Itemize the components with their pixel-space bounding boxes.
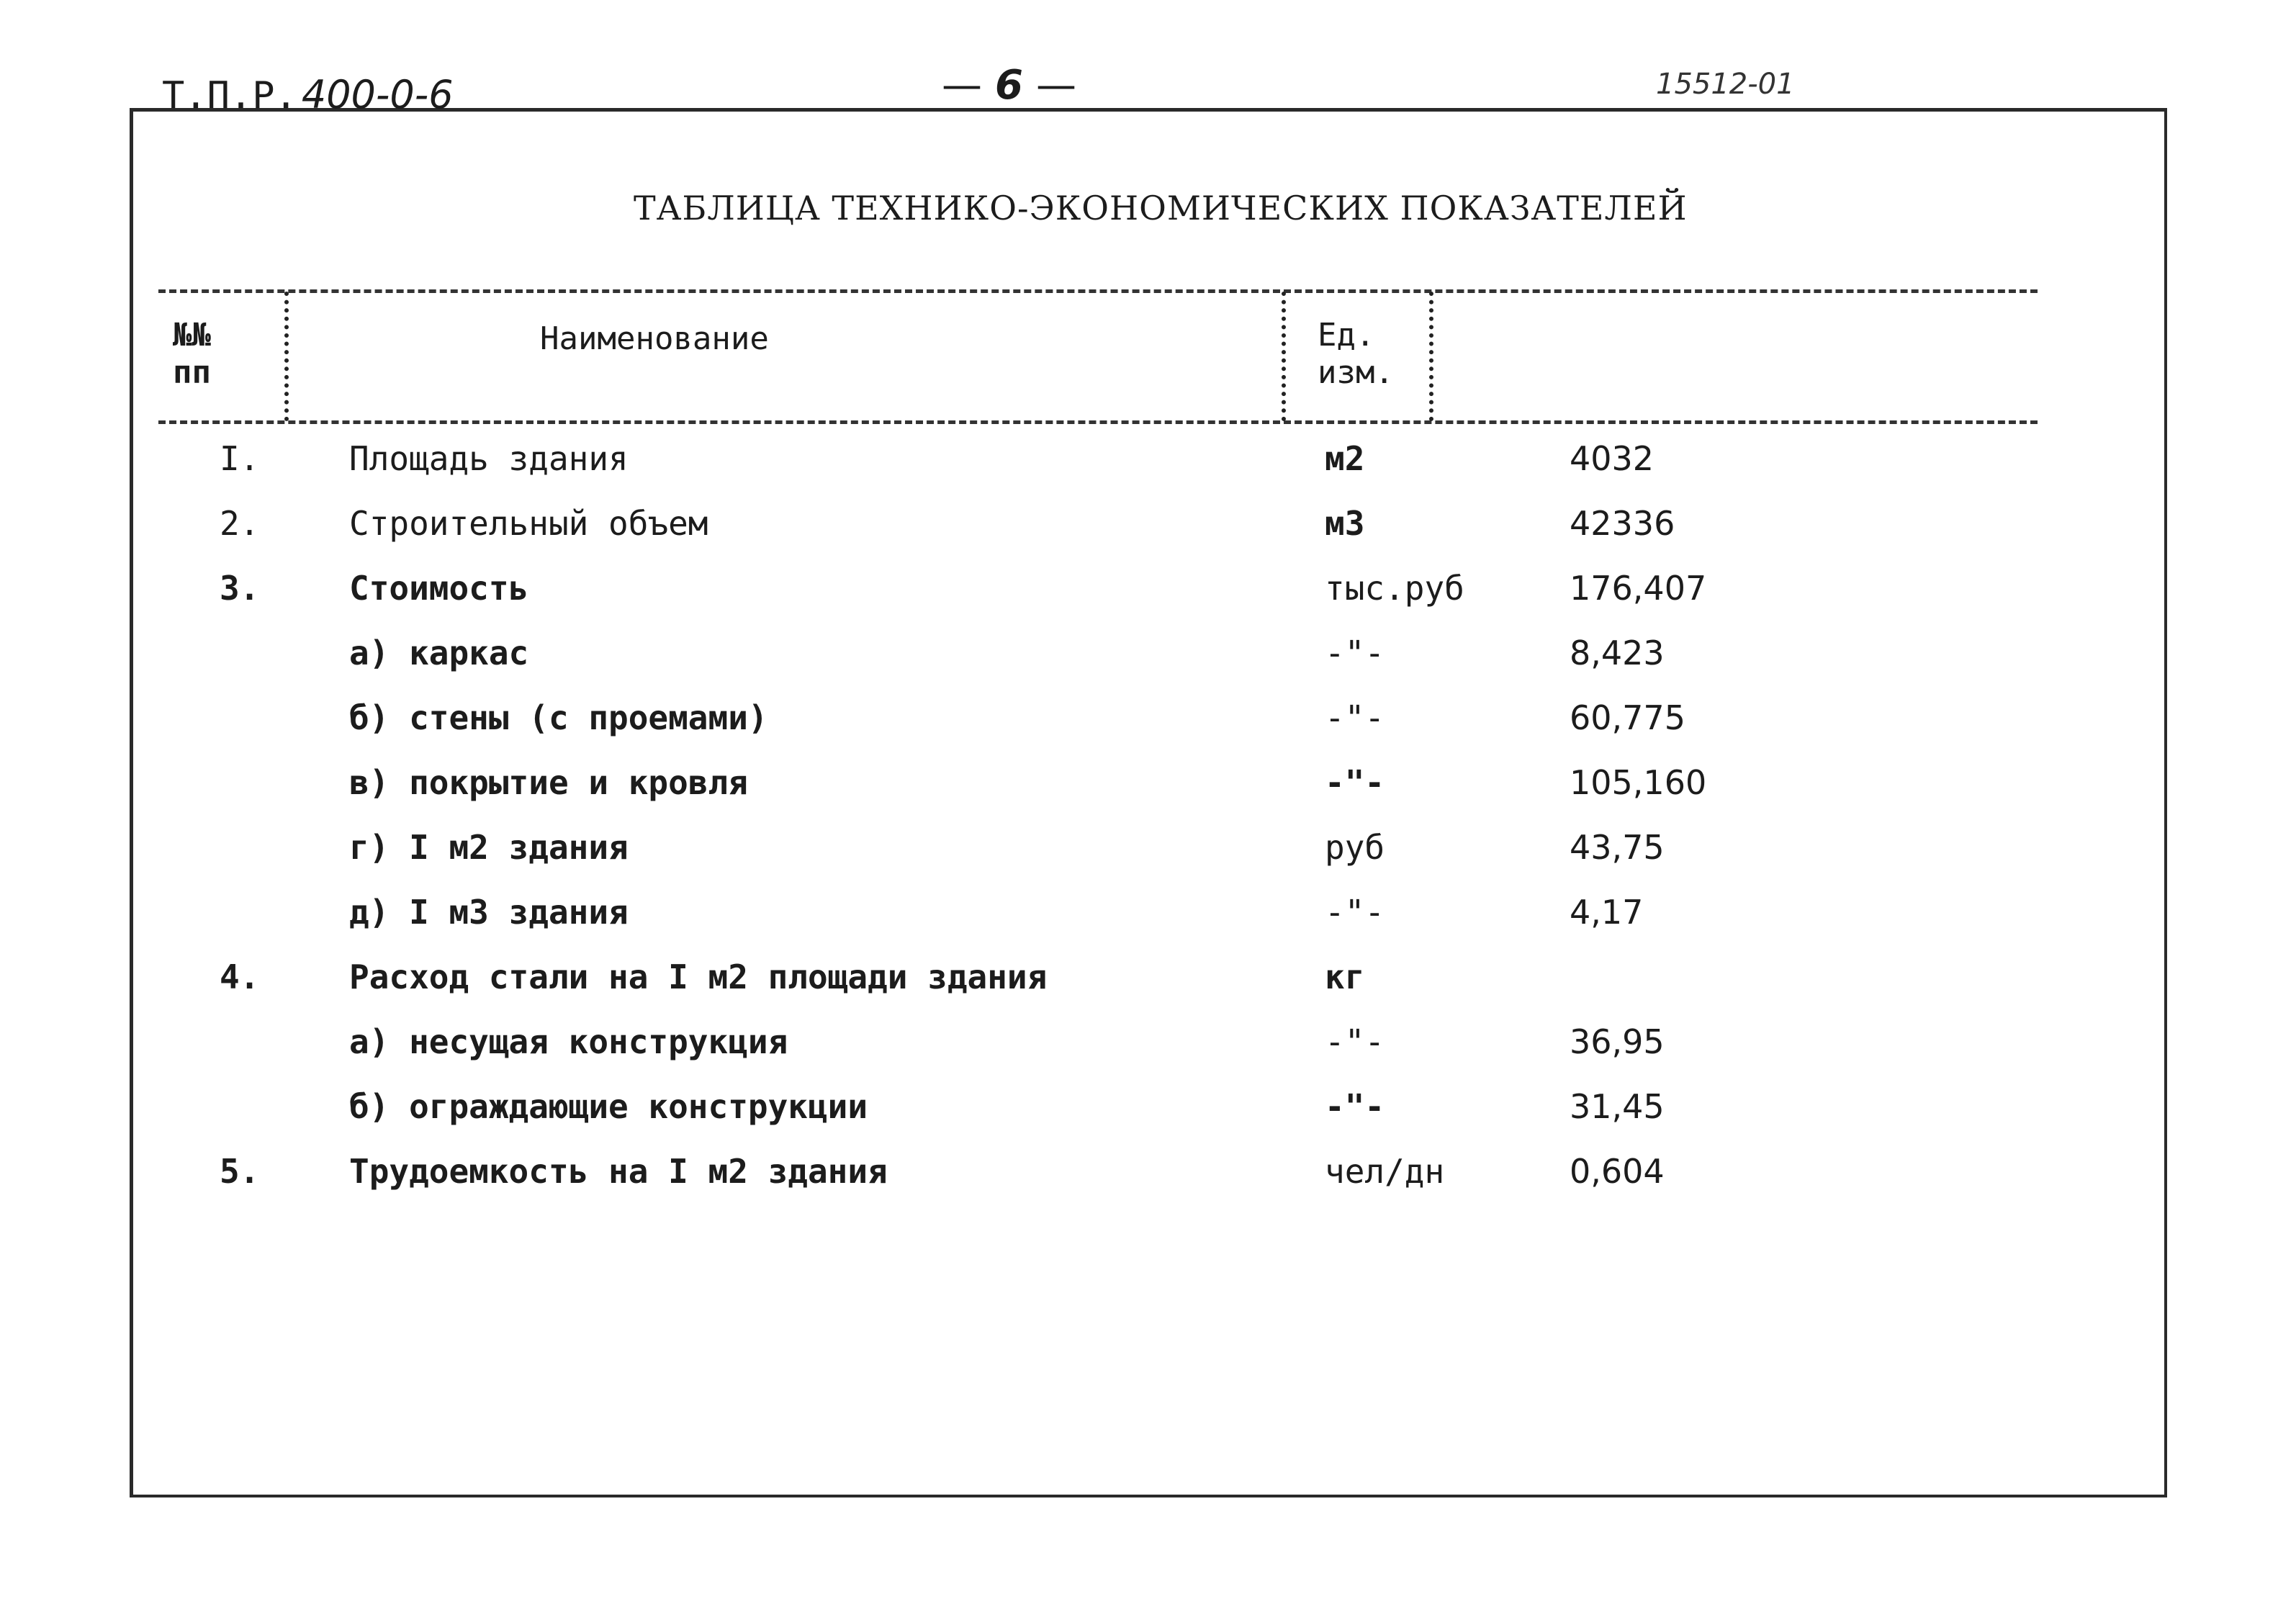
row-name: г) I м2 здания xyxy=(349,828,629,867)
row-name: а) каркас xyxy=(349,634,529,672)
document-code xyxy=(162,72,454,117)
reference-number: 15512-01 xyxy=(1656,68,1795,101)
row-name: Трудоемкость на I м2 здания xyxy=(349,1152,888,1191)
row-unit: -"- xyxy=(1325,634,1385,672)
row-name: Площадь здания xyxy=(349,439,629,478)
row-unit: кг xyxy=(1325,958,1365,996)
page-dash-left: — xyxy=(942,62,982,109)
column-divider-1 xyxy=(284,292,289,421)
row-value: 42336 xyxy=(1570,504,1675,543)
document-code-number: 400-0-6 xyxy=(301,72,454,117)
row-name: б) ограждающие конструкции xyxy=(349,1087,868,1126)
table-row xyxy=(0,828,2160,893)
row-unit: руб xyxy=(1325,828,1385,867)
row-unit: -"- xyxy=(1325,763,1385,802)
row-value: 31,45 xyxy=(1570,1087,1665,1126)
row-unit: -"- xyxy=(1325,893,1385,932)
table-row xyxy=(0,439,2160,504)
row-value: 105,160 xyxy=(1570,763,1707,802)
row-number: 2. xyxy=(220,504,260,543)
row-value: 43,75 xyxy=(1570,828,1665,867)
column-header-unit: Ед. изм. xyxy=(1318,317,1394,391)
column-divider-2 xyxy=(1282,292,1286,421)
row-unit: тыс.руб xyxy=(1325,569,1464,608)
row-number: 4. xyxy=(220,958,260,996)
row-name: д) I м3 здания xyxy=(349,893,629,932)
page-dash-right: — xyxy=(1035,62,1076,109)
row-number: 3. xyxy=(220,569,260,608)
table-header-top-rule xyxy=(158,289,2038,293)
row-unit: чел/дн xyxy=(1325,1152,1445,1191)
row-value: 0,604 xyxy=(1570,1152,1665,1191)
table-row xyxy=(0,569,2160,634)
table-row xyxy=(0,763,2160,828)
row-unit: м3 xyxy=(1325,504,1365,543)
row-unit: м2 xyxy=(1325,439,1365,478)
row-unit: -"- xyxy=(1325,1022,1385,1061)
table-row xyxy=(0,634,2160,698)
table-row xyxy=(0,1022,2160,1087)
row-number: I. xyxy=(220,439,260,478)
row-name: Строительный объем xyxy=(349,504,708,543)
row-name: а) несущая конструкция xyxy=(349,1022,788,1061)
row-value: 36,95 xyxy=(1570,1022,1665,1061)
row-unit: -"- xyxy=(1325,1087,1385,1126)
row-value: 4032 xyxy=(1570,439,1655,478)
row-value: 8,423 xyxy=(1570,634,1665,672)
column-header-name: Наименование xyxy=(540,320,769,357)
table-row xyxy=(0,504,2160,569)
row-unit: -"- xyxy=(1325,698,1385,737)
table-title: ТАБЛИЦА ТЕХНИКО-ЭКОНОМИЧЕСКИХ ПОКАЗАТЕЛЕЙ xyxy=(634,189,1688,228)
page-number-value: 6 xyxy=(995,62,1023,109)
row-name: б) стены (с проемами) xyxy=(349,698,768,737)
row-name: в) покрытие и кровля xyxy=(349,763,748,802)
row-value: 60,775 xyxy=(1570,698,1685,737)
row-name: Расход стали на I м2 площади здания xyxy=(349,958,1048,996)
table-row xyxy=(0,1087,2160,1152)
row-value: 4,17 xyxy=(1570,893,1644,932)
table-row xyxy=(0,698,2160,763)
document-code-prefix: Т.П.Р. xyxy=(162,74,297,117)
row-name: Стоимость xyxy=(349,569,529,608)
row-number: 5. xyxy=(220,1152,260,1191)
column-divider-3 xyxy=(1429,292,1433,421)
table-row xyxy=(0,1152,2160,1217)
table-header-bottom-rule xyxy=(158,420,2038,424)
row-value: 176,407 xyxy=(1570,569,1707,608)
page-number xyxy=(929,62,1089,109)
table-row xyxy=(0,893,2160,958)
table-row xyxy=(0,958,2160,1022)
column-header-number: №№ пп xyxy=(173,317,211,391)
